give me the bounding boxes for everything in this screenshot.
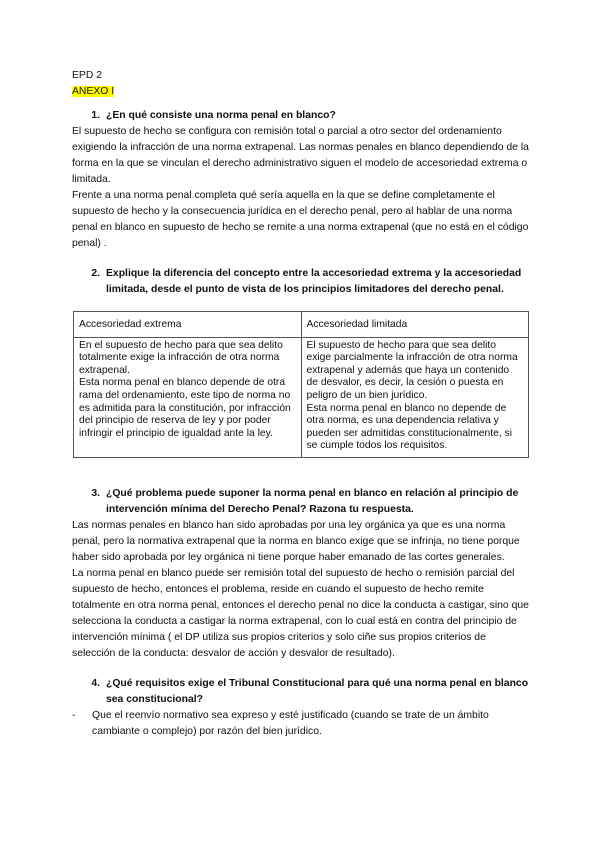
accesoriedad-table [73,311,529,458]
answer-1-paragraph-1: El supuesto de hecho se configura con remisión total o parcial a otro sector del ordenamiento exigiendo la infracción de una norma extrapenal. Las normas penales en blanco dependiendo de la forma en la que se vinculan el derecho administrativo siguen el modelo de accesoriedad extrema o limitada. [72,126,529,185]
table-header-extrema: Accesoriedad extrema [74,312,302,338]
question-4-number: 4. [91,677,100,689]
question-3-text: ¿Qué problema puede suponer la norma penal en blanco en relación al principio de intervención mínima del Derecho Penal? Razona tu respuesta. [106,487,519,515]
table-cell-extrema: En el supuesto de hecho para que sea delito totalmente exige la infracción de otra norma extrapenal. Esta norma penal en blanco depende de otra rama del ordenamiento, este tipo de norma no es admitida para la constitución, por infracción del principio de reserva de ley y por poder infringir el principio de igualdad ante la ley. [74,337,302,457]
answer-1-paragraph-2: Frente a una norma penal completa qué sería aquella en la que se define completamente el supuesto de hecho y la consecuencia jurídica en el derecho penal, pero al hablar de una norma penal en blanco en supuesto de hecho se remite a una norma extrapenal (que no está en el código penal) . [72,190,529,249]
answer-3-paragraph-1: Las normas penales en blanco han sido aprobadas por una ley orgánica ya que es una norma penal, pero la normativa extrapenal que la norma en blanco exige que se infrinja, no tiene porque haber sido aprobada por ley orgánica ni tiene porque haber emanado de las cortes generales. [72,519,520,563]
table-cell-limitada: El supuesto de hecho para que sea delito exige parcialmente la infracción de otra norma extrapenal y además que haya un contenido de desvalor, es decir, la cesión o puesta en peligro de un bien jurídico. Esta norma penal en blanco no depende de otra norma, es una dependencia relativa y pueden ser admitidas constitucionalmente, si se cumple todos los requisitos. [301,337,529,457]
answer-3-paragraph-2: La norma penal en blanco puede ser remisión total del supuesto de hecho o remisión parcial del supuesto de hecho, entonces el problema, reside en cuando el supuesto de hecho remite totalmente en otra norma penal, entonces el derecho penal no dice la conducta a castigar, sino que selecciona la conducta a castigar la norma extrapenal, con lo cual está en contra del principio de intervención mínima ( el DP utiliza sus propios criterios y solo ciñe sus propios criterios de selección de la conducta: desvalor de acción y desvalor de resultado). [72,567,529,659]
question-2 [72,266,532,298]
epd-title: EPD 2 [72,70,103,81]
anexo-label: ANEXO I [72,86,115,97]
requirement-1-text: Que el reenvío normativo sea expreso y esté justificado (cuando se trate de un ámbito cambiante o complejo) por razón del bien jurídico. [92,709,489,737]
question-4 [72,676,532,708]
question-1 [72,108,532,124]
table-header-limitada: Accesoriedad limitada [301,312,529,338]
question-1-text: ¿En qué consiste una norma penal en blanco? [106,110,336,121]
document-page [72,68,532,740]
dash-bullet: - [72,709,76,721]
question-4-text: ¿Qué requisitos exige el Tribunal Constitucional para qué una norma penal en blanco sea constitucional? [106,677,529,705]
question-3 [72,486,532,518]
question-1-number: 1. [91,110,100,121]
question-2-number: 2. [91,268,100,279]
question-2-text: Explique la diferencia del concepto entre la accesoriedad extrema y la accesoriedad limitada, desde el punto de vista de los principios limitadores del derecho penal. [106,268,522,295]
list-item [72,708,532,740]
question-3-number: 3. [91,487,100,499]
